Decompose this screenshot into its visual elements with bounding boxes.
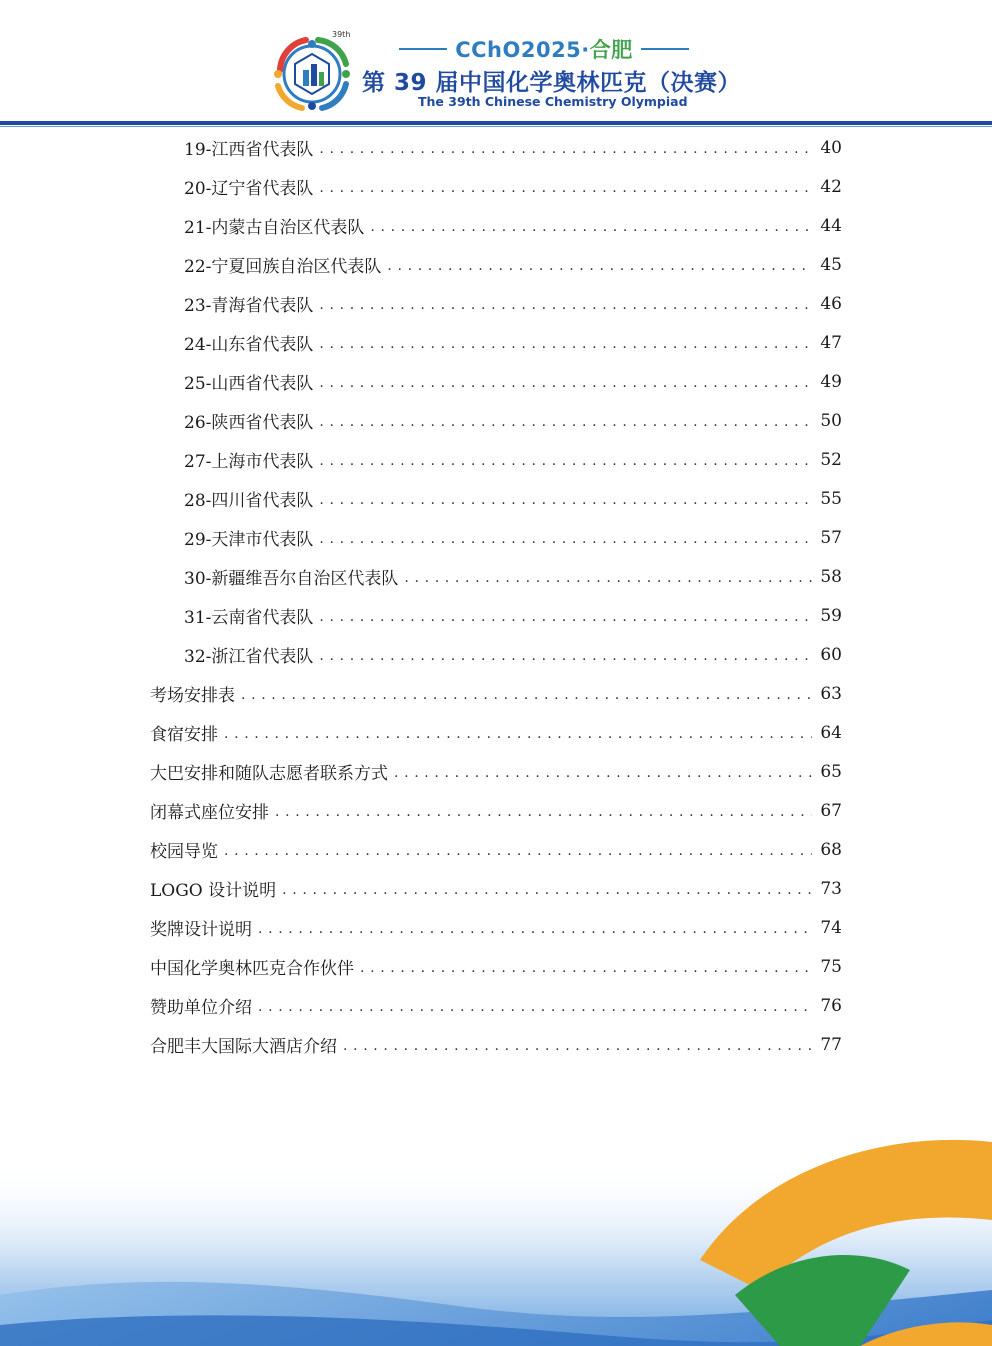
brand-rule-left [399,48,447,50]
brand-city: 合肥 [589,38,633,62]
brand-rule-right [641,48,689,50]
toc-entry-label: 赞助单位介绍 [150,998,252,1018]
toc-leader-dots [319,450,812,470]
toc-entry[interactable] [184,635,842,674]
toc-leader-dots [275,801,812,821]
toc-entry-page: 55 [820,488,842,509]
toc-entry-page: 67 [820,800,842,821]
toc-entry[interactable] [184,518,842,557]
toc-entry-label: 26-陕西省代表队 [184,413,314,433]
toc-leader-dots [319,528,812,548]
toc-entry-page: 47 [820,332,842,353]
toc-entry[interactable] [184,284,842,323]
toc-leader-dots [343,1035,812,1055]
toc-leader-dots [319,333,812,353]
toc-entry-page: 63 [820,683,842,704]
toc-entry[interactable] [184,167,842,206]
toc-leader-dots [319,489,812,509]
toc-leader-dots [224,840,812,860]
brand-code [455,34,633,64]
toc-entry[interactable] [150,752,842,791]
toc-entry-label: 23-青海省代表队 [184,296,314,316]
toc-entry[interactable] [150,674,842,713]
toc-entry-page: 74 [820,917,842,938]
event-title: 第 39 届中国化学奥林匹克（决赛） [362,70,742,96]
toc-entry[interactable] [184,557,842,596]
toc-entry[interactable] [184,128,842,167]
toc-entry[interactable] [150,869,842,908]
toc-entry[interactable] [184,206,842,245]
toc-leader-dots [258,918,812,938]
toc-entry-label: 22-宁夏回族自治区代表队 [184,257,382,277]
toc-entry-label: 24-山东省代表队 [184,335,314,355]
toc-entry-page: 49 [820,371,842,392]
toc-entry-label: 20-辽宁省代表队 [184,179,314,199]
toc-entry-label: 合肥丰大国际大酒店介绍 [150,1037,337,1057]
toc-entry-page: 58 [820,566,842,587]
header-divider-thin [0,126,992,127]
toc-entry[interactable] [150,908,842,947]
toc-entry-page: 50 [820,410,842,431]
toc-entry-page: 68 [820,839,842,860]
toc-entry[interactable] [184,596,842,635]
toc-entry-label: 食宿安排 [150,725,218,745]
toc-entry-label: 30-新疆维吾尔自治区代表队 [184,569,399,589]
toc-entry[interactable] [150,1025,842,1064]
toc-leader-dots [319,138,812,158]
toc-entry-label: 大巴安排和随队志愿者联系方式 [150,764,388,784]
toc-entry-label: LOGO 设计说明 [150,881,277,901]
toc-entry-label: 21-内蒙古自治区代表队 [184,218,365,238]
toc-leader-dots [319,645,812,665]
toc-leader-dots [394,762,812,782]
toc-entry[interactable] [150,830,842,869]
toc-entry-page: 52 [820,449,842,470]
toc-entry-page: 60 [820,644,842,665]
toc-leader-dots [319,372,812,392]
brand-line [396,34,692,64]
toc-entry-page: 75 [820,956,842,977]
toc-leader-dots [282,879,812,899]
toc-entry-label: 25-山西省代表队 [184,374,314,394]
brand-separator: · [581,38,590,62]
toc-entry-label: 31-云南省代表队 [184,608,314,628]
toc-entry[interactable] [150,713,842,752]
toc-entry-label: 27-上海市代表队 [184,452,314,472]
toc-leader-dots [370,216,812,236]
toc-leader-dots [319,177,812,197]
toc-entry[interactable] [184,479,842,518]
toc-entry-page: 45 [820,254,842,275]
toc-leader-dots [241,684,812,704]
toc-entry[interactable] [184,440,842,479]
toc-entry-label: 闭幕式座位安排 [150,803,269,823]
toc-entry[interactable] [150,947,842,986]
toc-entry-label: 29-天津市代表队 [184,530,314,550]
event-subtitle: The 39th Chinese Chemistry Olympiad [418,94,688,109]
toc-entry[interactable] [184,245,842,284]
footer-wave-decoration [0,1120,992,1346]
toc-entry-page: 64 [820,722,842,743]
toc-entry-page: 65 [820,761,842,782]
toc-entry[interactable] [184,401,842,440]
edition-superscript: 39th [332,30,351,39]
header-divider [0,121,992,125]
page-header [0,0,992,128]
toc-entry-label: 校园导览 [150,842,218,862]
toc-entry-page: 76 [820,995,842,1016]
ccho-logo-icon [266,30,358,116]
toc-entry-page: 46 [820,293,842,314]
toc-entry-label: 考场安排表 [150,686,235,706]
toc-entry-page: 40 [820,137,842,158]
toc-entry-label: 28-四川省代表队 [184,491,314,511]
toc-entry-label: 19-江西省代表队 [184,140,314,160]
toc-leader-dots [319,606,812,626]
toc-entry-label: 32-浙江省代表队 [184,647,314,667]
toc-leader-dots [224,723,812,743]
toc-entry[interactable] [184,362,842,401]
toc-entry[interactable] [150,986,842,1025]
toc-leader-dots [258,996,812,1016]
toc-entry-page: 44 [820,215,842,236]
toc-entry-page: 77 [820,1034,842,1055]
toc-leader-dots [319,411,812,431]
toc-leader-dots [387,255,812,275]
toc-entry-page: 59 [820,605,842,626]
toc-entry-label: 中国化学奥林匹克合作伙伴 [150,959,354,979]
toc-entry[interactable] [184,323,842,362]
toc-leader-dots [360,957,812,977]
toc-leader-dots [404,567,812,587]
toc-entry[interactable] [150,791,842,830]
toc-leader-dots [319,294,812,314]
toc-entry-page: 42 [820,176,842,197]
toc-entry-page: 73 [820,878,842,899]
toc-entry-page: 57 [820,527,842,548]
toc-entry-label: 奖牌设计说明 [150,920,252,940]
brand-code-text: CChO2025 [455,38,582,62]
